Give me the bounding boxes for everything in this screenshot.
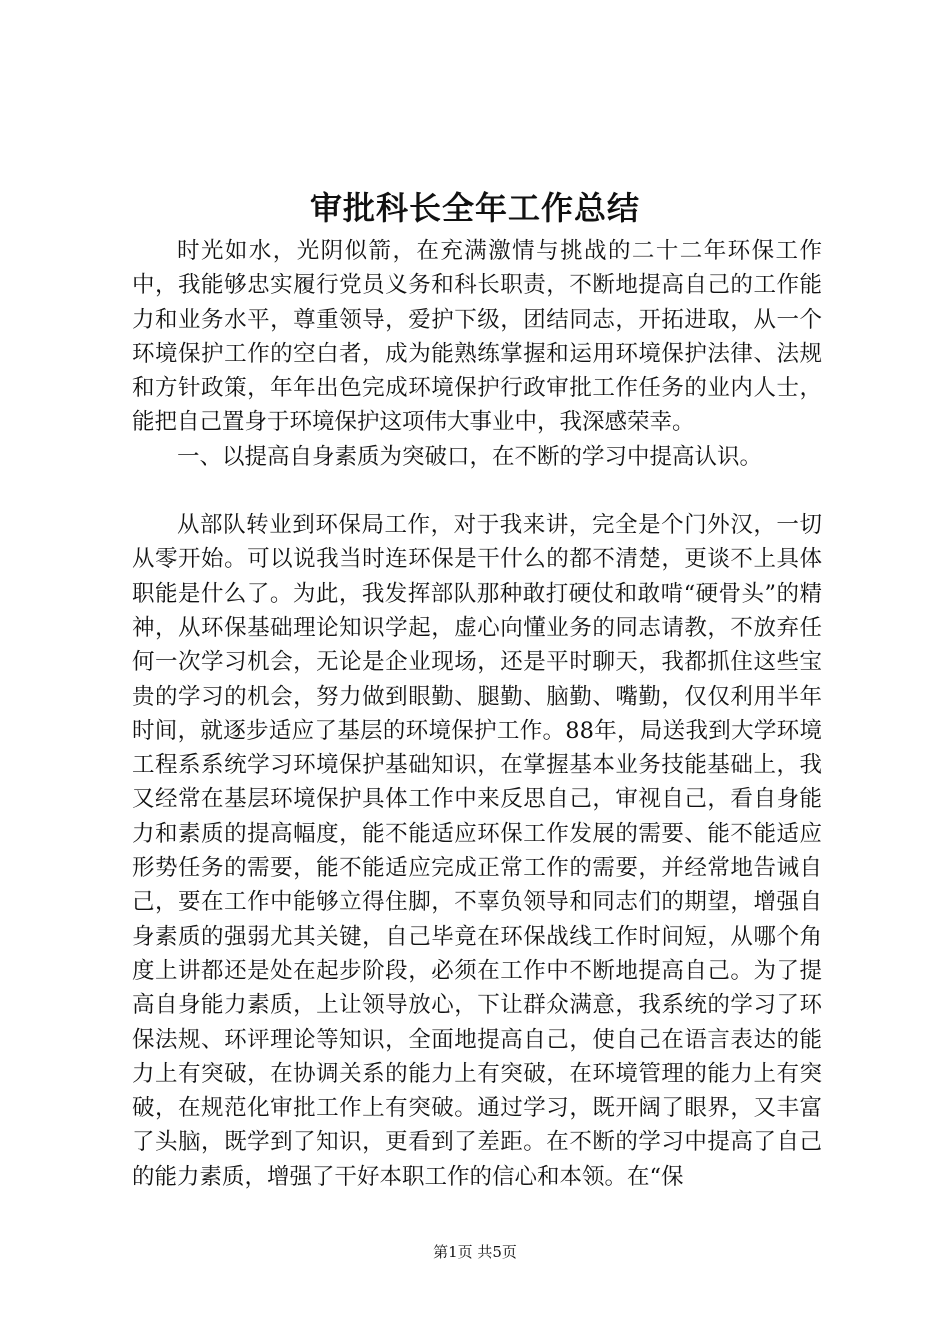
document-title: 审批科长全年工作总结 bbox=[309, 189, 640, 227]
paragraph-spacer bbox=[132, 474, 822, 508]
body-paragraph-intro: 时光如水，光阴似箭，在充满激情与挑战的二十二年环保工作中，我能够忠实履行党员义务和科长职责，不断地提高自己的工作能力和业务水平，尊重领导，爱护下级，团结同志，开拓进取，从一个环境保护工作的空白者，成为能熟练掌握和运用环境保护法律、法规和方针政策，年年出色完成环境保护行政审批工作任务的业内人士，能把自己置身于环境保护这项伟大事业中，我深感荣幸。 bbox=[132, 238, 822, 436]
page-footer: 第1页 共5页 bbox=[433, 1243, 517, 1261]
section-heading: 一、以提高自身素质为突破口，在不断的学习中提高认识。 bbox=[177, 443, 763, 470]
document-body bbox=[132, 234, 822, 1194]
body-paragraph-study: 从部队转业到环保局工作，对于我来讲，完全是个门外汉，一切从零开始。可以说我当时连环保是干什么的都不清楚，更谈不上具体职能是什么了。为此，我发挥部队那种敢打硬仗和敢啃“硬骨头”的精神，从环保基础理论知识学起，虚心向懂业务的同志请教，不放弃任何一次学习机会，无论是企业现场，还是平时聊天，我都抓住这些宝贵的学习的机会，努力做到眼勤、腿勤、脑勤、嘴勤，仅仅利用半年时间，就逐步适应了基层的环境保护工作。88年，局送我到大学环境工程系系统学习环境保护基础知识，在掌握基本业务技能基础上，我又经常在基层环境保护具体工作中来反思自己，审视自己，看自身能力和素质的提高幅度，能不能适应环保工作发展的需要、能不能适应形势任务的需要，能不能适应完成正常工作的需要，并经常地告诫自己，要在工作中能够立得住脚，不辜负领导和同志们的期望，增强自身素质的强弱尤其关键，自己毕竟在环保战线工作时间短，从哪个角度上讲都还是处在起步阶段，必须在工作中不断地提高自己。为了提高自身能力素质，上让领导放心，下让群众满意，我系统的学习了环保法规、环评理论等知识，全面地提高自己，使自己在语言表达的能力上有突破，在协调关系的能力上有突破，在环境管理的能力上有突破，在规范化审批工作上有突破。通过学习，既开阔了眼界，又丰富了头脑，既学到了知识，更看到了差距。在不断的学习中提高了自己的能力素质，增强了干好本职工作的信心和本领。在“保 bbox=[132, 512, 822, 1190]
